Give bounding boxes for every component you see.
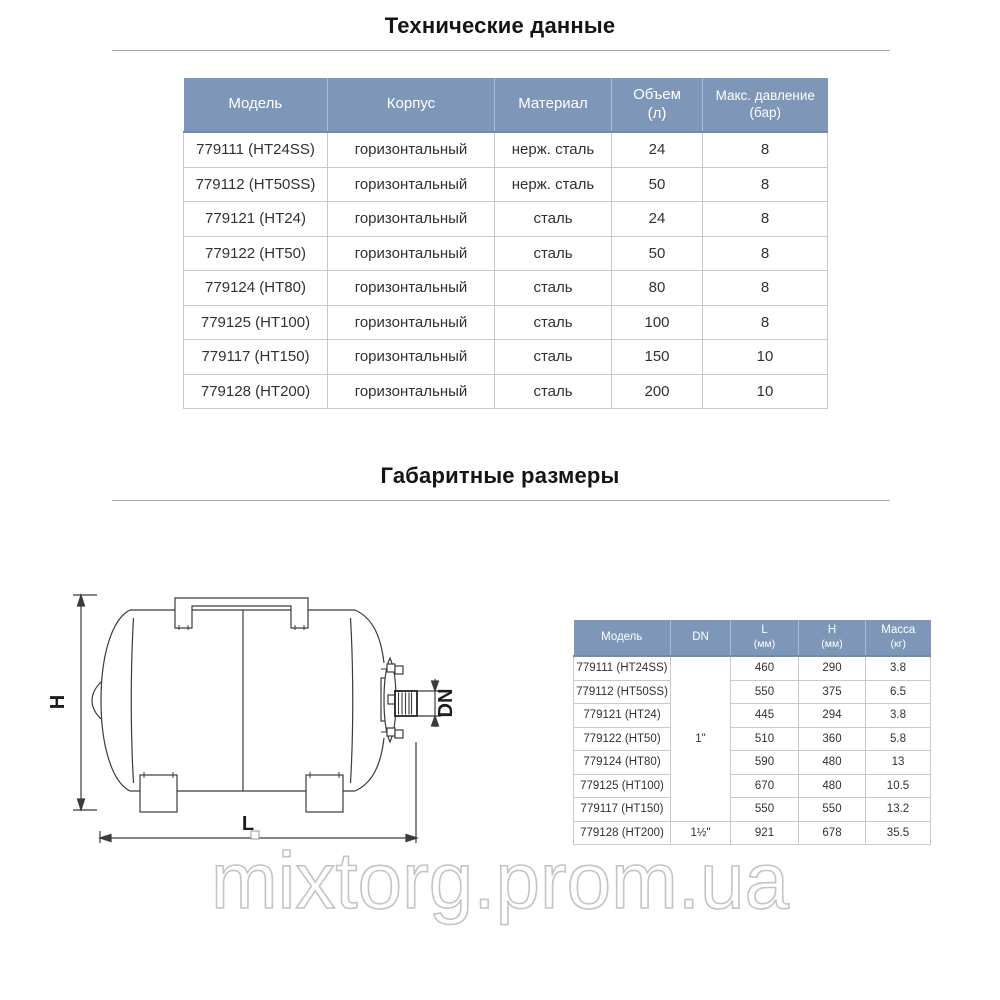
table-cell: 779121 (HT24)	[574, 704, 671, 728]
table-cell: 294	[799, 704, 866, 728]
column-header-unit: (бар)	[749, 104, 781, 120]
tank-dome-tip	[92, 682, 101, 719]
threaded-pipe-stub	[395, 691, 417, 716]
table-row	[574, 751, 931, 775]
table-cell: сталь	[495, 374, 612, 409]
table-cell: 35.5	[866, 821, 931, 845]
column-header-title: Объем	[633, 85, 681, 103]
tank-seam-left	[131, 618, 133, 783]
table-cell: горизонтальный	[328, 305, 495, 340]
table-row	[574, 774, 931, 798]
table-cell: 550	[731, 798, 799, 822]
table-cell: сталь	[495, 271, 612, 306]
table-cell: 779122 (HT50)	[184, 236, 328, 271]
table-cell: 445	[731, 704, 799, 728]
table-cell: 779112 (HT50SS)	[184, 167, 328, 202]
table-cell: 10	[703, 340, 828, 375]
table-row	[574, 680, 931, 704]
table-cell: 779128 (HT200)	[184, 374, 328, 409]
column-header	[495, 78, 612, 132]
table-cell: 8	[703, 167, 828, 202]
table-cell: 5.8	[866, 727, 931, 751]
label-dn: DN	[435, 688, 457, 718]
table-row	[574, 821, 931, 845]
table-cell: 779117 (HT150)	[574, 798, 671, 822]
table-cell: 590	[731, 751, 799, 775]
table-cell: сталь	[495, 236, 612, 271]
section-title-dimensions: Габаритные размеры	[380, 463, 620, 488]
table-cell: 24	[612, 202, 703, 237]
table-row	[574, 656, 931, 680]
table-cell: сталь	[495, 340, 612, 375]
table-cell: 290	[799, 656, 866, 680]
dimensions-table-header	[574, 620, 931, 656]
table-row	[184, 167, 828, 202]
table-cell: 375	[799, 680, 866, 704]
column-header	[574, 620, 671, 656]
table-cell: горизонтальный	[328, 340, 495, 375]
table-cell: горизонтальный	[328, 271, 495, 306]
column-header	[866, 620, 931, 656]
table-cell: 50	[612, 236, 703, 271]
table-cell: 13	[866, 751, 931, 775]
technical-table-header	[184, 78, 828, 132]
table-cell: 360	[799, 727, 866, 751]
label-l: L	[241, 813, 255, 835]
table-cell: нерж. сталь	[495, 132, 612, 167]
column-header-title: L	[761, 624, 768, 637]
column-header-title: Корпус	[386, 95, 436, 113]
table-cell: 3.8	[866, 704, 931, 728]
table-row	[574, 798, 931, 822]
label-h: H	[47, 694, 69, 710]
column-header-title: Модель	[601, 630, 643, 643]
table-cell: 460	[731, 656, 799, 680]
tank-seam-right	[351, 618, 353, 783]
header-row	[184, 78, 828, 132]
dimensions-table-body	[574, 656, 931, 845]
table-cell: 779121 (HT24)	[184, 202, 328, 237]
table-row	[574, 704, 931, 728]
column-header	[731, 620, 799, 656]
column-header	[799, 620, 866, 656]
separator-line-technical	[112, 50, 890, 51]
table-cell: 8	[703, 132, 828, 167]
column-header	[671, 620, 731, 656]
table-cell: 779125 (HT100)	[184, 305, 328, 340]
table-cell: 480	[799, 774, 866, 798]
watermark-text: mixtorg.prom.ua	[211, 836, 789, 925]
table-row	[184, 202, 828, 237]
connection-flange	[381, 658, 417, 742]
table-cell: 779125 (HT100)	[574, 774, 671, 798]
table-row	[574, 727, 931, 751]
table-cell: 3.8	[866, 656, 931, 680]
technical-table-body	[184, 132, 828, 409]
table-cell: 8	[703, 305, 828, 340]
table-cell: 10	[703, 374, 828, 409]
column-header	[184, 78, 328, 132]
table-cell: 678	[799, 821, 866, 845]
column-header-title: H	[827, 624, 837, 637]
table-cell: 779112 (HT50SS)	[574, 680, 671, 704]
table-row	[184, 305, 828, 340]
dimensions-table	[573, 620, 931, 845]
table-row	[184, 271, 828, 306]
table-cell: 779111 (HT24SS)	[184, 132, 328, 167]
column-header-unit: (л)	[647, 104, 667, 122]
column-header-unit: (кг)	[890, 638, 906, 651]
table-cell: 480	[799, 751, 866, 775]
table-cell: 921	[731, 821, 799, 845]
technical-data-table	[183, 78, 828, 409]
table-cell: 550	[731, 680, 799, 704]
table-cell: 10.5	[866, 774, 931, 798]
column-header-title: Масса	[881, 624, 916, 637]
table-cell: нерж. сталь	[495, 167, 612, 202]
tank-body	[92, 610, 384, 791]
column-header-title: Материал	[518, 95, 588, 113]
table-cell: 779124 (HT80)	[574, 751, 671, 775]
table-cell: 510	[731, 727, 799, 751]
table-cell-merged: 1"	[671, 656, 731, 821]
table-cell: 1½"	[671, 821, 731, 845]
table-cell: 24	[612, 132, 703, 167]
column-header	[703, 78, 828, 132]
table-cell: 779128 (HT200)	[574, 821, 671, 845]
dimension-h	[73, 595, 97, 810]
table-cell: 8	[703, 236, 828, 271]
table-cell: сталь	[495, 202, 612, 237]
table-cell: горизонтальный	[328, 132, 495, 167]
table-cell: 13.2	[866, 798, 931, 822]
table-cell: 150	[612, 340, 703, 375]
column-header	[612, 78, 703, 132]
column-header-unit: (мм)	[821, 638, 843, 651]
table-cell: 779124 (HT80)	[184, 271, 328, 306]
table-cell: 550	[799, 798, 866, 822]
separator-line-dimensions	[112, 500, 890, 501]
table-cell: 200	[612, 374, 703, 409]
table-cell: горизонтальный	[328, 167, 495, 202]
table-cell: горизонтальный	[328, 202, 495, 237]
table-cell: 779111 (HT24SS)	[574, 656, 671, 680]
tank-handle	[175, 598, 308, 630]
table-cell: 8	[703, 202, 828, 237]
table-row	[184, 374, 828, 409]
table-cell: 6.5	[866, 680, 931, 704]
column-header-title: DN	[692, 630, 709, 643]
column-header-title: Модель	[228, 95, 283, 113]
table-cell: сталь	[495, 305, 612, 340]
tank-feet	[140, 772, 343, 812]
table-cell: 779117 (HT150)	[184, 340, 328, 375]
column-header-unit: (мм)	[753, 638, 776, 651]
table-cell: горизонтальный	[328, 374, 495, 409]
table-row	[184, 236, 828, 271]
table-row	[184, 340, 828, 375]
section-title-technical-data: Технические данные	[384, 13, 616, 38]
table-cell: 100	[612, 305, 703, 340]
table-cell: 670	[731, 774, 799, 798]
table-row	[184, 132, 828, 167]
table-cell: горизонтальный	[328, 236, 495, 271]
column-header	[328, 78, 495, 132]
table-cell: 779122 (HT50)	[574, 727, 671, 751]
tank-dimension-drawing	[40, 575, 520, 865]
table-cell: 50	[612, 167, 703, 202]
table-cell: 80	[612, 271, 703, 306]
column-header-title: Макс. давление	[715, 87, 815, 103]
table-cell: 8	[703, 271, 828, 306]
header-row	[574, 620, 931, 656]
